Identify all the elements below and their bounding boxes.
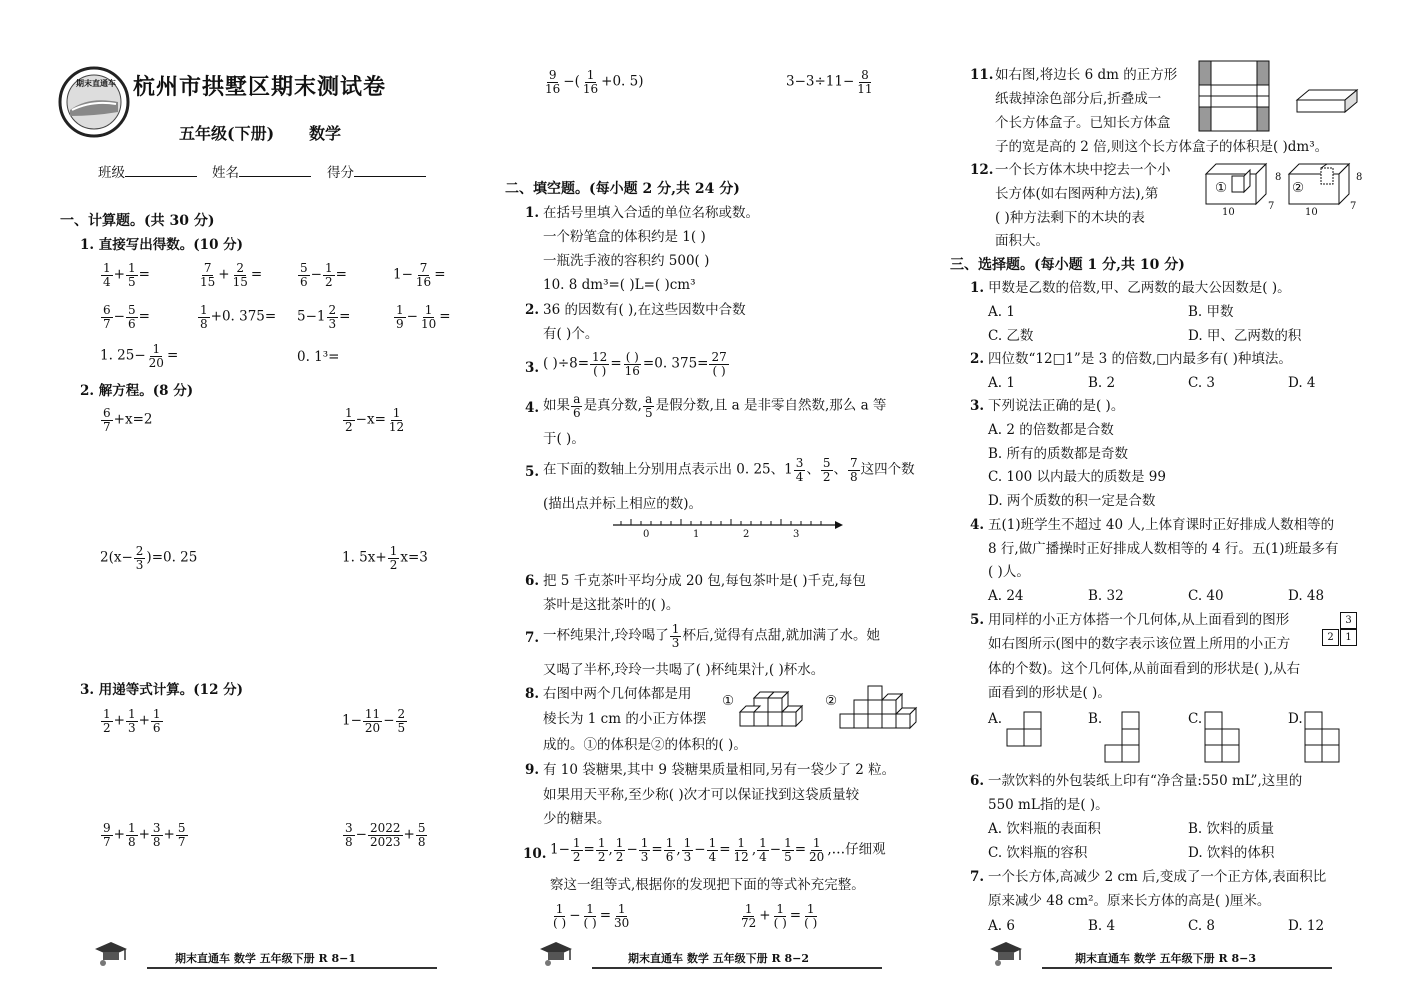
fill-q4-line2: 于( )。 [543,431,585,447]
choice-6-question: 一款饮料的外包装纸上印有“净含量:550 mL”,这里的 [988,773,1303,789]
choice-4-question: 五(1)班学生不超过 40 人,上体育课时正好排成人数相等的 [988,517,1335,533]
choice-7-number: 7. [970,869,985,885]
choice-5-option-c[interactable]: C. [1188,711,1203,727]
choice-4-line3: ( )人。 [988,564,1030,580]
option-d-shape [1304,711,1342,767]
fill-q8-line3: 成的。①的体积是②的体积的( )。 [543,737,747,753]
compute-3: $\frac{9}{7}$ + $\frac{1}{8}$ + $\frac{3}{8}$ + $\frac{5}{7}$ [103,821,186,849]
grid-cell-3: 3 [1340,612,1357,629]
choice-5-number: 5. [970,612,985,628]
square-paper-figure [1198,60,1270,136]
block-1-dim-10: 10 [1222,207,1235,218]
fill-q10-line2: 察这一组等式,根据你的发现把下面的等式补充完整。 [550,877,865,893]
fill-q11-line3: 个长方体盒子。已知长方体盒 [995,115,1171,131]
choice-4-number: 4. [970,517,985,533]
fill-q1-line2: 一个粉笔盒的体积约是 1( ) [543,229,706,245]
fill-q11-number: 11. [970,67,994,83]
footer-page-2: 期末直通车 数学 五年级下册 R 8−2 [628,952,809,965]
graduation-cap-icon [538,940,574,970]
choice-4-line2: 8 行,做广播操时正好排成人数相等的 4 行。五(1)班最多有 [988,541,1339,557]
choice-1-option-a[interactable]: A. 1 [988,304,1015,320]
section-2-title: 二、填空题。(每小题 2 分,共 24 分) [505,181,740,197]
q3-title: 3. 用递等式计算。(12 分) [80,682,244,698]
choice-7-option-c[interactable]: C. 8 [1188,918,1216,934]
calc-2: $\frac{7}{15}$ + $\frac{2}{15}$ = [200,261,263,289]
page-1 [55,0,455,1000]
fill-q7-line2: 又喝了半杯,玲玲一共喝了( )杯纯果汁,( )杯水。 [543,662,825,678]
block-2-dim-7: 7 [1350,201,1357,212]
fill-q6-text: 把 5 千克茶叶平均分成 20 包,每包茶叶是( )千克,每包 [543,573,866,589]
figure-2-label: ② [825,693,838,709]
fill-q8-number: 8. [525,686,540,702]
fill-q9-line2: 如果用天平称,至少称( )次才可以保证找到这袋质量较 [543,787,860,803]
fill-q7-text: 一杯纯果汁,玲玲喝了 $\frac{1}{3}$ 杯后,觉得有点甜,就加满了水。她 [543,622,881,650]
option-b-shape [1104,711,1142,767]
fill-q4-text: 如果 $\frac{a}{6}$ 是真分数, $\frac{a}{5}$ 是假分数,且 a 是非零自然数,那么 a 等 [543,392,887,420]
choice-2-option-b[interactable]: B. 2 [1088,375,1116,391]
fill-q5-text: 在下面的数轴上分别用点表示出 0. 25、1 $\frac{3}{4}$ 、 $\frac{5}{2}$ 、 $\frac{7}{8}$ 这四个数 [543,456,915,484]
choice-7-option-d[interactable]: D. 12 [1288,918,1325,934]
choice-4-option-b[interactable]: B. 32 [1088,588,1124,604]
graduation-cap-icon [93,940,129,970]
choice-3-number: 3. [970,398,985,414]
fill-q1-number: 1. [525,205,540,221]
logo [58,66,130,138]
choice-5-line3: 体的个数)。这个几何体,从前面看到的形状是( ),从右 [988,661,1301,677]
axis-label-3: 3 [793,529,800,540]
calc-6: $\frac{1}{8}$ +0. 375= [200,303,277,331]
choice-5-line4: 面看到的形状是( )。 [988,685,1111,701]
calc-5: $\frac{6}{7}$ − $\frac{5}{6}$ = [103,303,150,331]
fill-q3-number: 3. [525,360,540,376]
choice-3-option-d[interactable]: D. 两个质数的积一定是合数 [988,493,1156,509]
fill-q12-line4: 面积大。 [995,233,1049,249]
choice-3-option-a[interactable]: A. 2 的倍数都是合数 [988,422,1114,438]
block-2-label: ② [1292,180,1305,196]
page-title: 杭州市拱墅区期末测试卷 [133,74,387,100]
grade-label: 五年级(下册) [179,124,275,143]
fill-q10-blank-1[interactable]: 1 ( ) − 1 ( ) = $\frac{1}{30}$ [553,902,630,930]
score-field[interactable]: 得分 [327,164,426,181]
choice-2-question: 四位数“12□1”是 3 的倍数,□内最多有( )种填法。 [988,351,1292,367]
fill-q12-line2: 长方体(如右图两种方法),第 [995,186,1159,202]
compute-5: $\frac{9}{16}$ −( $\frac{1}{16}$ +0. 5) [545,68,644,96]
compute-4: $\frac{3}{8}$ − $\frac{2022}{2023}$ + $\frac{5}{8}$ [345,821,426,849]
section-3-title: 三、选择题。(每小题 1 分,共 10 分) [950,257,1185,273]
choice-2-option-a[interactable]: A. 1 [988,375,1015,391]
fill-q7-number: 7. [525,630,540,646]
choice-5-option-d[interactable]: D. [1288,711,1303,727]
fill-q1-text: 在括号里填入合适的单位名称或数。 [543,205,759,221]
choice-1-option-d[interactable]: D. 甲、乙两数的积 [1188,328,1302,344]
choice-2-option-d[interactable]: D. 4 [1288,375,1316,391]
compute-2: 1− $\frac{11}{20}$ − $\frac{2}{5}$ [342,707,406,735]
fill-q1-line3: 一瓶洗手液的容积约 500( ) [543,253,710,269]
footer-page-3: 期末直通车 数学 五年级下册 R 8−3 [1075,952,1256,965]
box-figure [1295,88,1359,120]
compute-6: 3−3÷11− $\frac{8}{11}$ [786,68,873,96]
choice-7-line2: 原来减少 48 cm²。原来长方体的高是( )厘米。 [988,893,1271,909]
choice-7-option-a[interactable]: A. 6 [988,918,1015,934]
choice-3-option-b[interactable]: B. 所有的质数都是奇数 [988,446,1129,462]
fill-q3-text: ( )÷8= 12 ( ) = ( ) 16 =0. 375= 27 ( ) [543,350,727,378]
fill-q4-number: 4. [525,400,540,416]
choice-1-option-b[interactable]: B. 甲数 [1188,304,1234,320]
calc-4: 1− $\frac{7}{16}$ = [393,261,446,289]
logo-text: 期末直通车 [76,78,116,88]
fill-q12-line3: ( )种方法剩下的木块的表 [995,210,1145,226]
choice-1-number: 1. [970,280,985,296]
fill-q2-line2: 有( )个。 [543,326,599,342]
choice-4-option-c[interactable]: C. 40 [1188,588,1224,604]
q2-title: 2. 解方程。(8 分) [80,383,194,399]
name-field[interactable]: 姓名 [212,164,311,181]
fill-q10-number: 10. [523,846,547,862]
fill-q6-line2: 茶叶是这批茶叶的( )。 [543,597,680,613]
choice-6-option-a[interactable]: A. 饮料瓶的表面积 [988,821,1101,837]
equation-2: $\frac{1}{2}$ −x= $\frac{1}{12}$ [345,406,405,434]
section-1-title: 一、计算题。(共 30 分) [60,213,215,229]
choice-1-question: 甲数是乙数的倍数,甲、乙两数的最大公因数是( )。 [988,280,1291,296]
fill-q5-number: 5. [525,464,540,480]
choice-4-option-d[interactable]: D. 48 [1288,588,1325,604]
top-view-grid [1322,612,1362,648]
axis-label-1: 1 [693,529,700,540]
fill-q11-text: 如右图,将边长 6 dm 的正方形 [995,67,1178,83]
equation-3: 2(x− $\frac{2}{3}$ )=0. 25 [100,544,198,572]
choice-3-question: 下列说法正确的是( )。 [988,398,1125,414]
fill-q10-text: 1− $\frac{1}{2}$ = $\frac{1}{2}$ , $\frac{1}{2}$ − $\frac{1}{3}$ = $\frac{1}{6}$ , $\frac{1}{3}$ − $\frac{1}{4}$ = $\frac{1}{12}$ , $\frac{1}{4}$ − $\frac{1}{5}$ = $\frac{1}{20}$ ,…仔细观 [550,836,886,864]
choice-7-question: 一个长方体,高减少 2 cm 后,变成了一个正方体,表面积比 [988,869,1327,885]
q1-title: 1. 直接写出得数。(10 分) [80,237,244,253]
fill-q8-text: 右图中两个几何体都是用 [543,686,692,702]
fill-q2-text: 36 的因数有( ),在这些因数中合数 [543,302,746,318]
choice-6-line2: 550 mL指的是( )。 [988,797,1109,813]
page-2 [500,0,920,1000]
class-field[interactable]: 班级 [98,164,197,181]
choice-5-line2: 如右图所示(图中的数字表示该位置上所用的小正方 [988,636,1291,652]
fill-q9-text: 有 10 袋糖果,其中 9 袋糖果质量相同,另有一袋少了 2 粒。 [543,762,896,778]
choice-6-option-c[interactable]: C. 饮料瓶的容积 [988,845,1088,861]
choice-6-option-d[interactable]: D. 饮料的体积 [1188,845,1275,861]
block-1-label: ① [1215,180,1228,196]
equation-1: $\frac{6}{7}$ +x=2 [103,406,153,434]
fill-q11-line4: 子的宽是高的 2 倍,则这个长方体盒子的体积是( )dm³。 [995,139,1329,155]
choice-3-option-c[interactable]: C. 100 以内最大的质数是 99 [988,469,1166,485]
choice-5-question: 用同样的小正方体搭一个几何体,从上面看到的图形 [988,612,1290,628]
compute-1: $\frac{1}{2}$ + $\frac{1}{3}$ + $\frac{1}{6}$ [103,707,161,735]
fill-q8-line2: 棱长为 1 cm 的小正方体摆 [543,711,707,727]
fill-q5-line2: (描出点并标上相应的数)。 [543,496,703,512]
choice-2-number: 2. [970,351,985,367]
choice-6-option-b[interactable]: B. 饮料的质量 [1188,821,1275,837]
cube-figure-2 [838,684,918,736]
fill-q11-line2: 纸裁掉涂色部分后,折叠成一 [995,91,1162,107]
fill-q9-number: 9. [525,762,540,778]
choice-5-option-a[interactable]: A. [988,711,1003,727]
fill-q10-blank-2[interactable]: $\frac{1}{72}$ + 1 ( ) = 1 ( ) [741,902,818,930]
fill-q6-number: 6. [525,573,540,589]
footer-page-1: 期末直通车 数学 五年级下册 R 8−1 [175,952,356,965]
cube-figure-1 [738,686,808,734]
choice-4-option-a[interactable]: A. 24 [988,588,1024,604]
block-2-dim-8: 8 [1356,172,1363,183]
choice-6-number: 6. [970,773,985,789]
grid-cell-1: 1 [1340,629,1357,646]
equation-4: 1. 5x+ $\frac{1}{2}$ x=3 [342,544,428,572]
choice-5-option-b[interactable]: B. [1088,711,1103,727]
number-line [613,515,843,545]
option-a-shape [1006,711,1044,751]
fill-q1-line4: 10. 8 dm³=( )L=( )cm³ [543,277,696,293]
calc-3: $\frac{5}{6}$ − $\frac{1}{2}$ = [300,261,347,289]
option-c-shape [1204,711,1242,767]
fill-q9-line3: 少的糖果。 [543,811,611,827]
choice-1-option-c[interactable]: C. 乙数 [988,328,1034,344]
choice-2-option-c[interactable]: C. 3 [1188,375,1216,391]
calc-1: $\frac{1}{4}$ + $\frac{1}{5}$ = [103,261,150,289]
graduation-cap-icon [988,940,1024,970]
fill-q12-number: 12. [970,162,994,178]
fill-q12-text: 一个长方体木块中挖去一个小 [995,162,1171,178]
calc-10: 0. 1³= [297,349,340,365]
calc-8: $\frac{1}{9}$ − $\frac{1}{10}$ = [396,303,451,331]
choice-7-option-b[interactable]: B. 4 [1088,918,1116,934]
fill-q2-number: 2. [525,302,540,318]
page-3 [950,0,1370,1000]
grid-cell-2: 2 [1322,629,1339,646]
axis-label-2: 2 [743,529,750,540]
calc-7: 5−1 $\frac{2}{3}$ = [297,303,351,331]
block-1-dim-8: 8 [1275,172,1282,183]
block-2-dim-10: 10 [1305,207,1318,218]
axis-label-0: 0 [643,529,650,540]
calc-9: 1. 25− $\frac{1}{20}$ = [100,342,179,370]
figure-1-label: ① [722,693,735,709]
subject-label: 数学 [309,124,342,143]
block-1-dim-7: 7 [1268,201,1275,212]
